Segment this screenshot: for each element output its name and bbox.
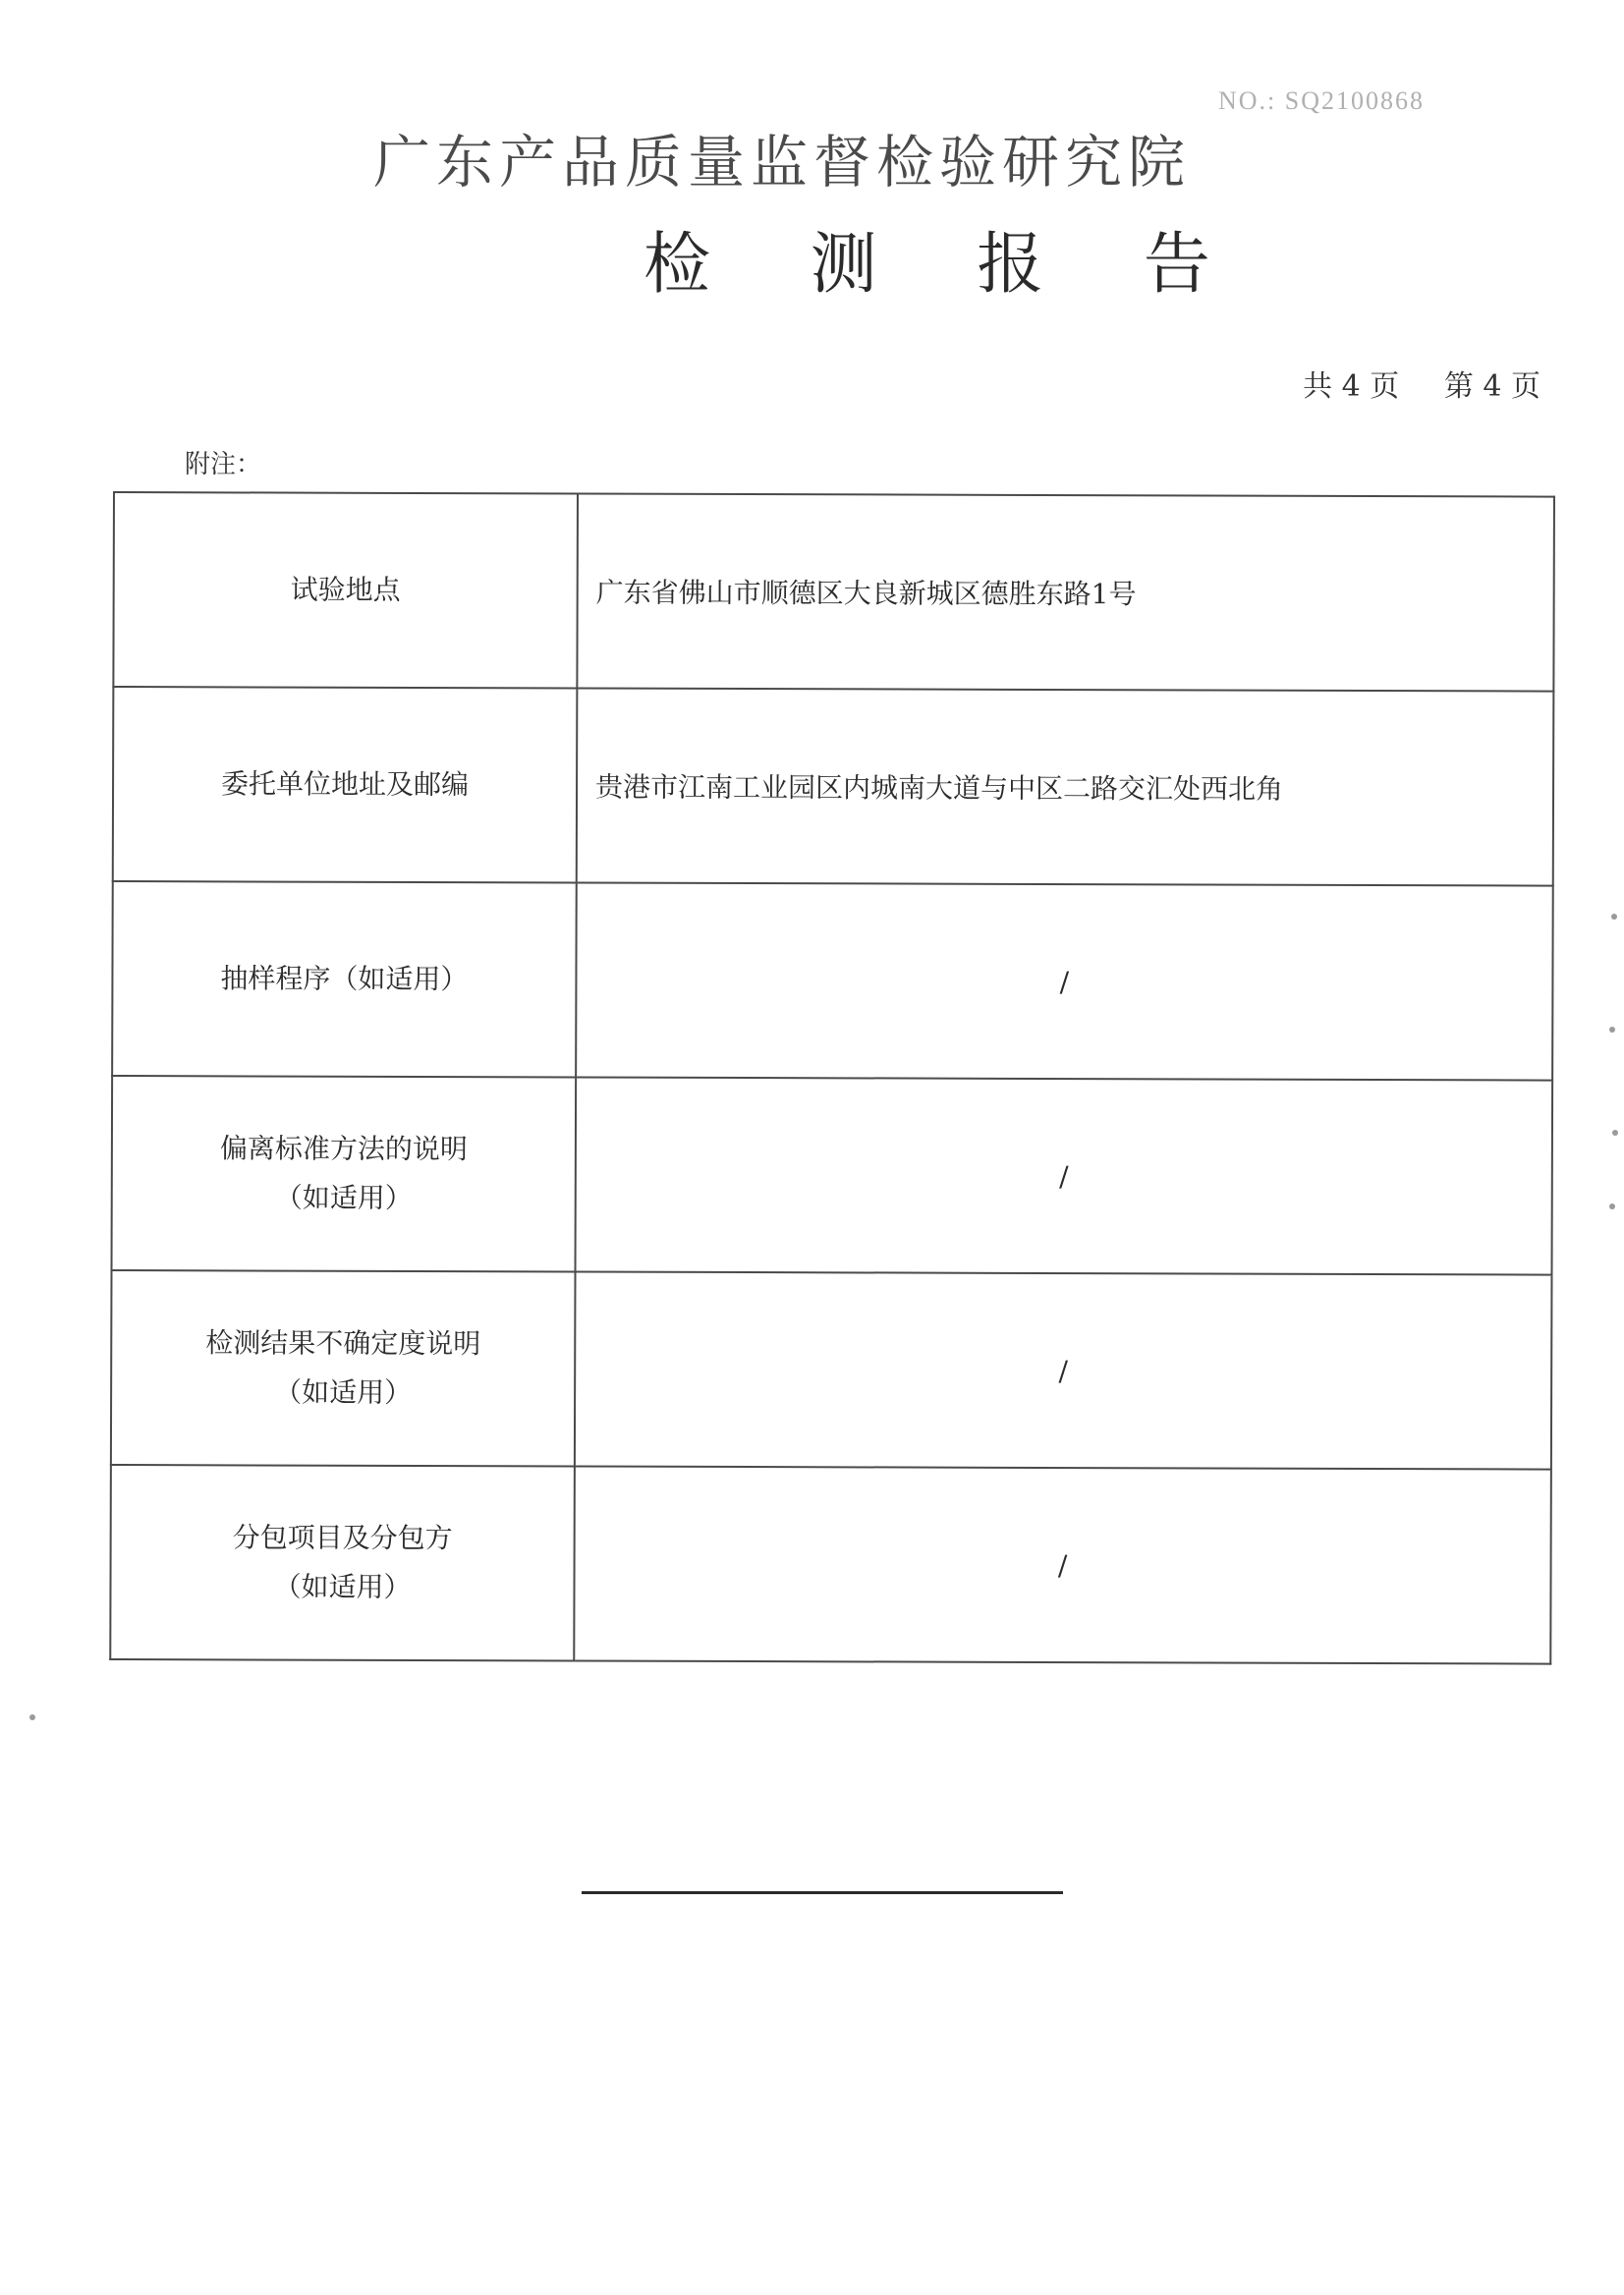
scan-speck <box>1612 1130 1618 1136</box>
row-value: 广东省佛山市顺德区大良新城区德胜东路1号 <box>577 493 1554 691</box>
label-line-sub: （如适用） <box>273 1570 412 1603</box>
label-line-sub: （如适用） <box>274 1181 413 1214</box>
label-line: 检测结果不确定度说明 <box>205 1326 481 1361</box>
label-line: 分包项目及分包方 <box>232 1521 453 1555</box>
label-line-sub: （如适用） <box>274 1375 413 1409</box>
row-value: / <box>574 1466 1551 1663</box>
row-label <box>112 881 577 1077</box>
table-row-client-address <box>113 687 1554 886</box>
page-total: 共 4 页 <box>1303 369 1400 404</box>
scan-speck <box>29 1714 35 1720</box>
row-label <box>111 1270 576 1466</box>
table-row-subcontract <box>110 1465 1551 1664</box>
document-title: 检 测 报 告 <box>644 226 1250 304</box>
scan-speck <box>1611 914 1617 920</box>
notes-label: 附注： <box>185 450 262 479</box>
row-label <box>112 1076 577 1271</box>
info-table <box>109 491 1555 1665</box>
scan-speck <box>1609 1203 1615 1209</box>
row-value: / <box>576 1077 1553 1274</box>
end-divider <box>582 1891 1063 1894</box>
row-value: 贵港市江南工业园区内城南大道与中区二路交汇处西北角 <box>577 688 1554 885</box>
row-value: / <box>575 1271 1552 1469</box>
label-line: 委托单位地址及邮编 <box>220 767 470 802</box>
label-line: 抽样程序（如适用） <box>220 962 469 996</box>
organization-name: 广东产品质量监督检验研究院 <box>373 129 1192 196</box>
row-label <box>113 492 578 688</box>
page-current: 第 4 页 <box>1443 369 1540 404</box>
row-value: / <box>576 882 1553 1080</box>
page-count <box>1303 362 1540 405</box>
scan-speck <box>1609 1027 1615 1033</box>
report-number: NO.: SQ2100868 <box>1218 86 1426 115</box>
row-label <box>110 1465 575 1660</box>
label-line: 偏离标准方法的说明 <box>219 1132 468 1166</box>
label-line: 试验地点 <box>290 573 401 606</box>
table-row-sampling-procedure <box>112 881 1553 1081</box>
table-row-test-location <box>113 492 1554 692</box>
row-label <box>113 687 578 882</box>
table-row-deviation <box>112 1076 1553 1275</box>
table-row-uncertainty <box>111 1270 1552 1470</box>
